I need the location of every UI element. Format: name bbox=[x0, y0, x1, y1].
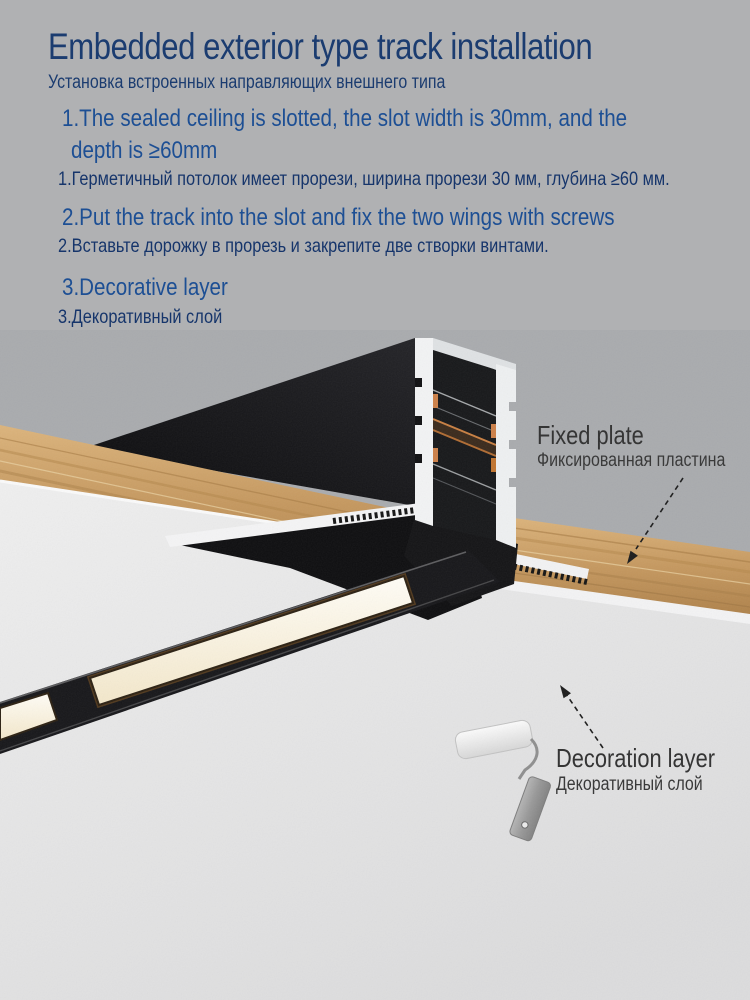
step-2-english: 2.Put the track into the slot and fix the two wings with screws bbox=[62, 204, 615, 231]
callout-decoration-layer-en: Decoration layer bbox=[556, 743, 716, 773]
page-title bbox=[48, 26, 696, 68]
step-3-russian: 3.Декоративный слой bbox=[58, 306, 223, 328]
callout-decoration-layer-ru: Декоративный слой bbox=[556, 774, 703, 795]
step-1-line-1: 1.The sealed ceiling is slotted, the slot width is 30mm, and the bbox=[62, 105, 628, 132]
callout-fixed-plate-en: Fixed plate bbox=[537, 420, 644, 450]
step-1-russian: 1.Герметичный потолок имеет прорези, ширина прорези 30 мм, глубина ≥60 мм. bbox=[58, 168, 670, 190]
step-2-russian: 2.Вставьте дорожку в прорезь и закрепите две створки винтами. bbox=[58, 235, 549, 257]
step-1-english bbox=[62, 103, 735, 167]
page-subtitle-ru: Установка встроенных направляющих внешнего типа bbox=[48, 72, 446, 93]
page-title-text: Embedded exterior type track installation bbox=[48, 26, 593, 67]
step-3-english: 3.Decorative layer bbox=[62, 274, 228, 301]
callout-fixed-plate-ru: Фиксированная пластина bbox=[537, 450, 726, 471]
step-1-line-2: depth is ≥60mm bbox=[71, 137, 218, 164]
